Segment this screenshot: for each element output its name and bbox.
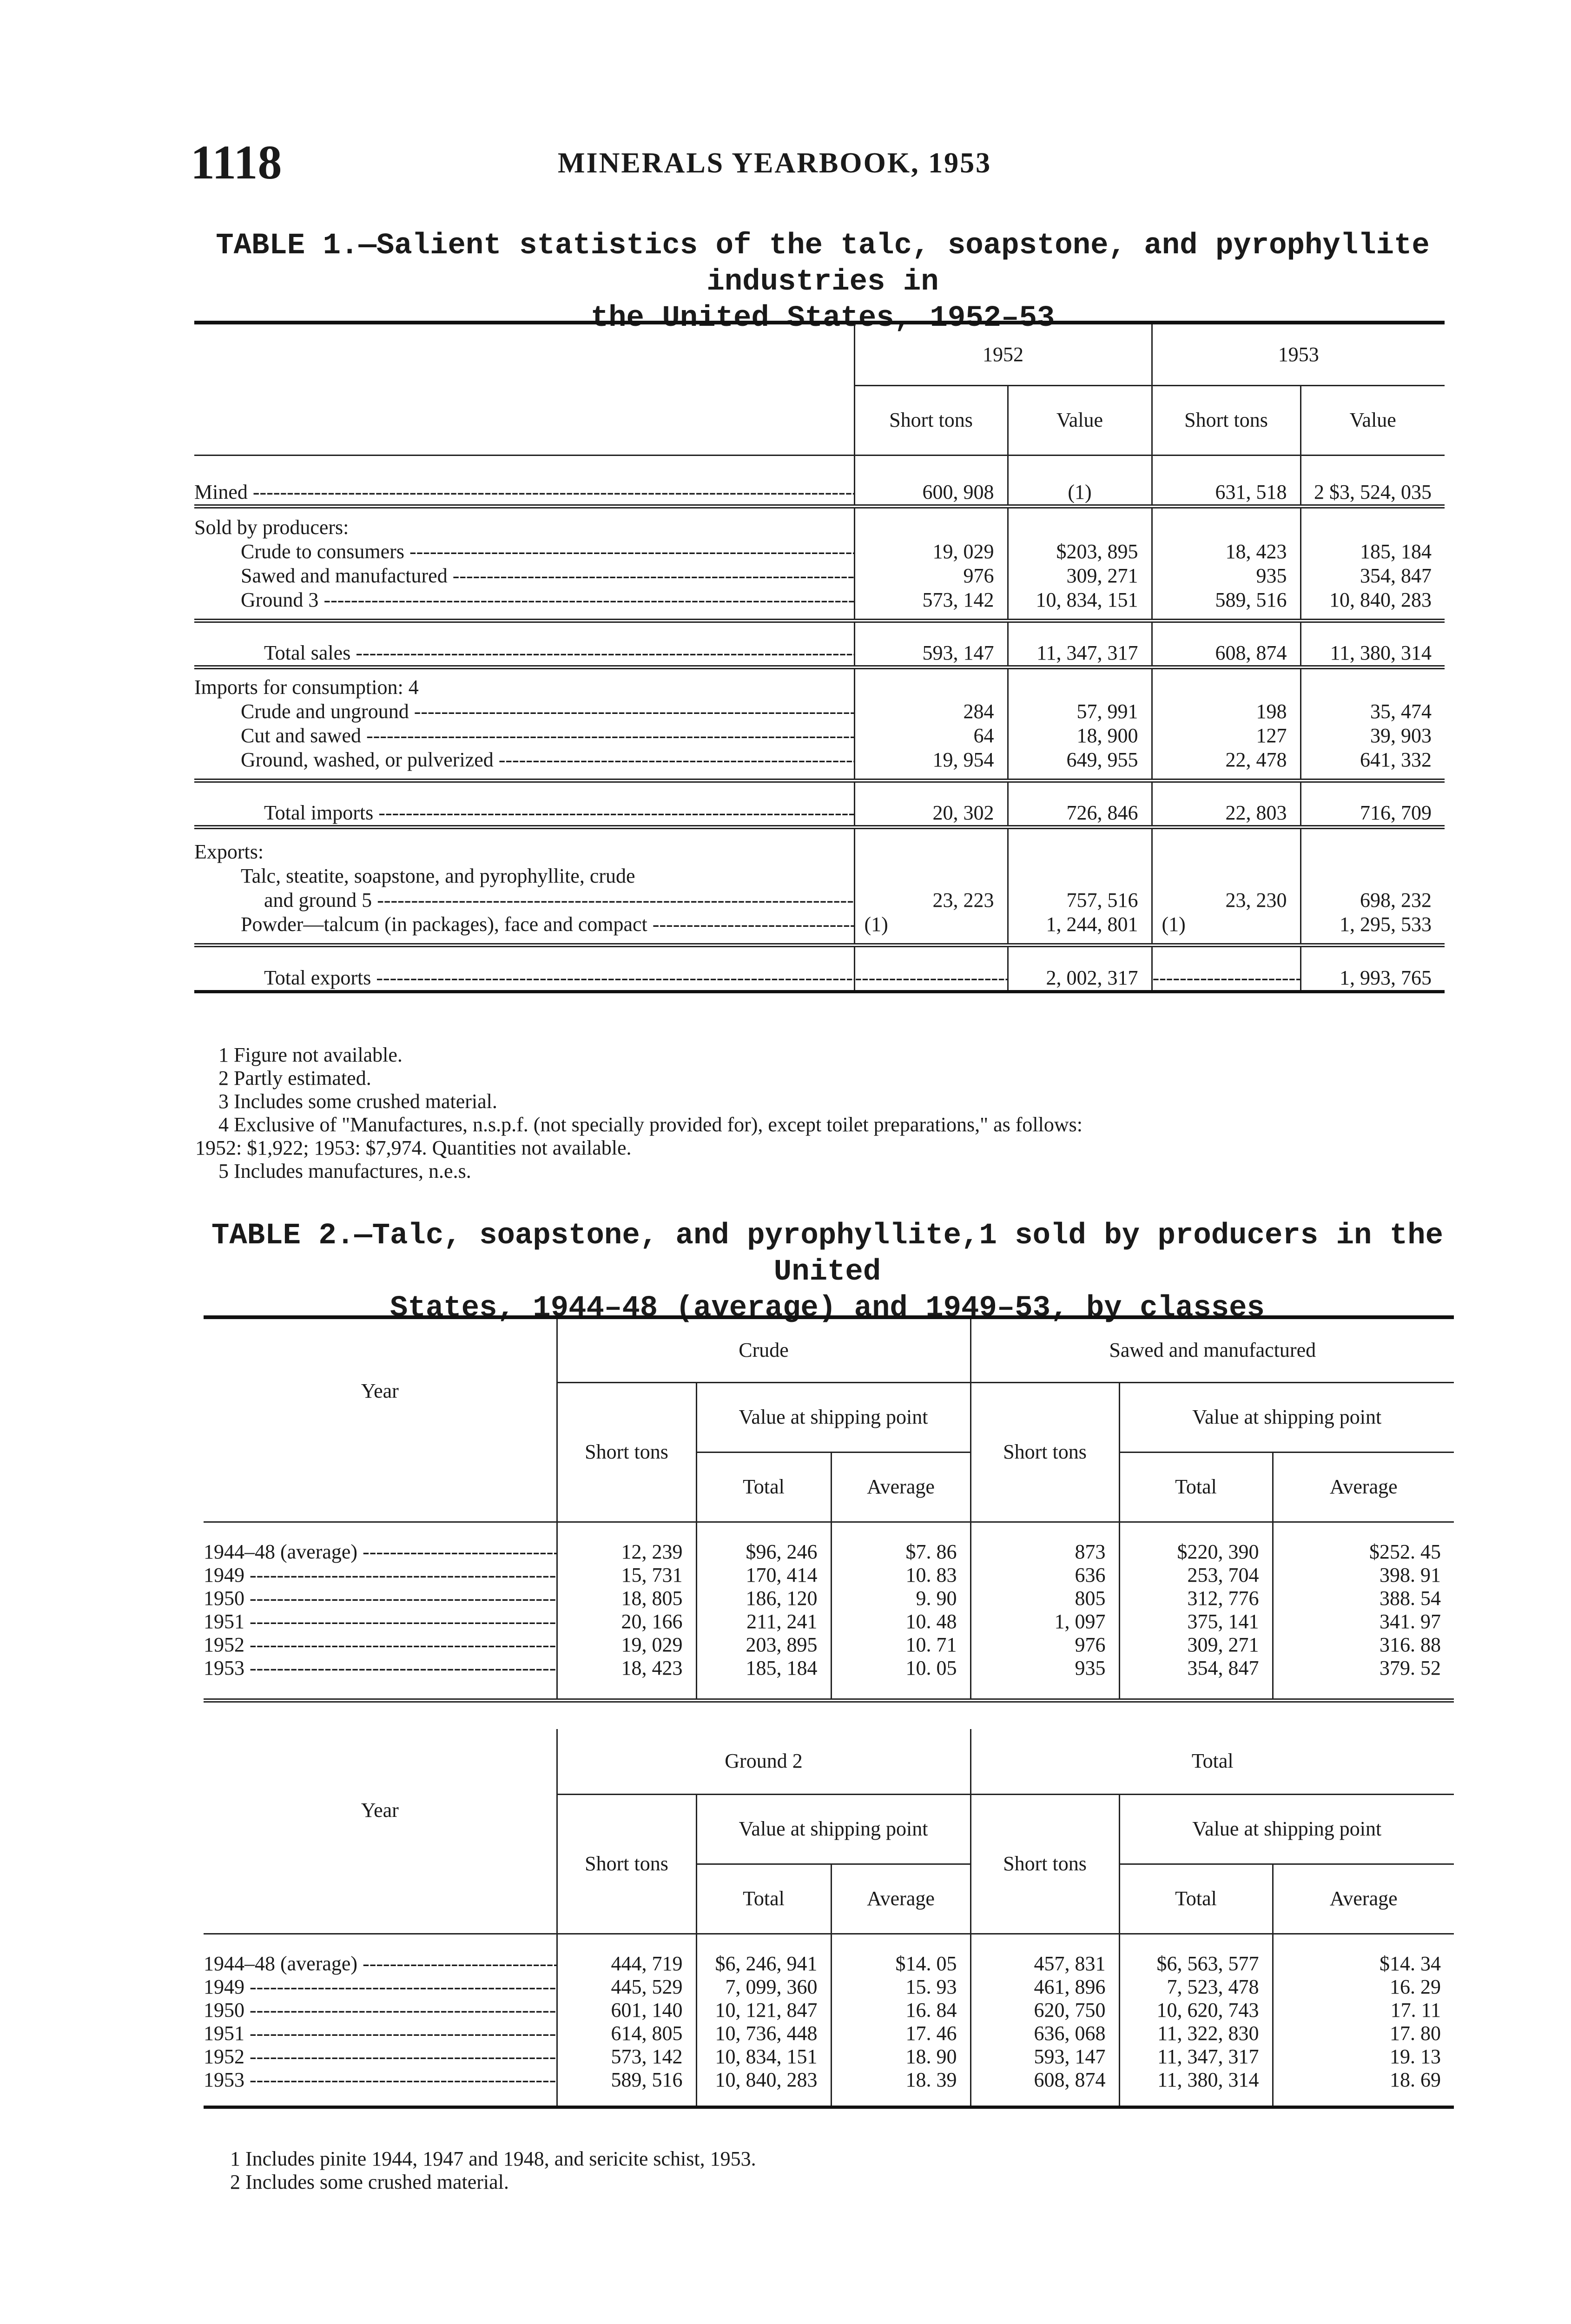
cell: $7. 86 xyxy=(831,1540,970,1564)
cell: $6, 246, 941 xyxy=(696,1952,831,1975)
col-total: Total xyxy=(1119,1864,1273,1934)
table1-column-header-row xyxy=(194,385,1445,455)
row-label: Ground, washed, or pulverized ----- xyxy=(194,748,854,780)
cell: 631, 518 xyxy=(1152,455,1300,506)
table2-part2 xyxy=(204,1729,1454,2109)
cell: 589, 516 xyxy=(557,2068,696,2107)
table1-year-header-row xyxy=(194,323,1445,385)
cell: 1, 993, 765 xyxy=(1300,945,1445,991)
row-year: 1953 ----- xyxy=(204,1657,557,1701)
cell: 15, 731 xyxy=(557,1564,696,1587)
cell: 17. 80 xyxy=(1273,2022,1454,2045)
table-row xyxy=(204,2045,1454,2068)
cell: 593, 147 xyxy=(970,2045,1119,2068)
cell: 457, 831 xyxy=(970,1952,1119,1975)
cell: 18, 423 xyxy=(1152,540,1300,564)
cell: 18, 900 xyxy=(1008,724,1152,748)
col-short-tons: Short tons xyxy=(557,1794,696,1934)
table1-title xyxy=(191,228,1455,337)
cell: 379. 52 xyxy=(1273,1657,1454,1701)
cell: 23, 223 xyxy=(854,888,1008,912)
cell: 23, 230 xyxy=(1152,888,1300,912)
cell: 17. 11 xyxy=(1273,1999,1454,2022)
cell: 17. 46 xyxy=(831,2022,970,2045)
year-header-1952: 1952 xyxy=(854,323,1152,385)
cell: 22, 803 xyxy=(1152,780,1300,827)
cell: 649, 955 xyxy=(1008,748,1152,780)
col-value-1952: Value xyxy=(1008,385,1152,455)
table-row xyxy=(204,2068,1454,2107)
cell: 608, 874 xyxy=(970,2068,1119,2107)
row-year: 1944–48 (average) ----- xyxy=(204,1540,557,1564)
cell: 641, 332 xyxy=(1300,748,1445,780)
cell: 698, 232 xyxy=(1300,888,1445,912)
cell: 1, 244, 801 xyxy=(1008,912,1152,945)
col-average: Average xyxy=(831,1864,970,1934)
col-value-1953: Value xyxy=(1300,385,1445,455)
table-row xyxy=(194,864,1445,888)
cell: (1) xyxy=(1152,912,1300,945)
year-header: Year xyxy=(361,1380,399,1402)
row-year: 1953 ----- xyxy=(204,2068,557,2107)
footnote: 1 Figure not available. xyxy=(218,1043,403,1066)
cell: 757, 516 xyxy=(1008,888,1152,912)
table-row xyxy=(204,1564,1454,1587)
table-row xyxy=(194,748,1445,780)
table2-title-line1: TABLE 2.—Talc, soapstone, and pyrophyllite,1 sold by producers in the United xyxy=(211,1219,1444,1289)
cell: 589, 516 xyxy=(1152,588,1300,621)
cell: 10, 121, 847 xyxy=(696,1999,831,2022)
cell: 312, 776 xyxy=(1119,1587,1273,1610)
table-row xyxy=(204,1540,1454,1564)
cell: 1, 295, 533 xyxy=(1300,912,1445,945)
cell: 11, 347, 317 xyxy=(1119,2045,1273,2068)
cell: 10, 840, 283 xyxy=(696,2068,831,2107)
cell: 18. 69 xyxy=(1273,2068,1454,2107)
cell: 7, 523, 478 xyxy=(1119,1975,1273,1999)
table-row xyxy=(204,1657,1454,1701)
cell: 316. 88 xyxy=(1273,1633,1454,1657)
year-header-1953: 1953 xyxy=(1152,323,1445,385)
col-short-tons: Short tons xyxy=(557,1382,696,1522)
cell: 1, 097 xyxy=(970,1610,1119,1633)
cell: 11, 347, 317 xyxy=(1008,621,1152,667)
table-row xyxy=(194,506,1445,540)
cell: $96, 246 xyxy=(696,1540,831,1564)
cell: (1) xyxy=(1008,455,1152,506)
row-label: Powder—talcum (in packages), face and compact ----- xyxy=(194,912,854,945)
table2-footnotes xyxy=(230,2147,1439,2194)
cell: 12, 239 xyxy=(557,1540,696,1564)
cell: 185, 184 xyxy=(1300,540,1445,564)
table-row xyxy=(204,1952,1454,1975)
table1 xyxy=(194,321,1445,993)
cell: 10, 620, 743 xyxy=(1119,1999,1273,2022)
cell: 608, 874 xyxy=(1152,621,1300,667)
cell: 19, 029 xyxy=(557,1633,696,1657)
row-year: 1952 ----- xyxy=(204,1633,557,1657)
table-row xyxy=(194,700,1445,724)
col-value-group: Value at shipping point xyxy=(1119,1382,1454,1452)
footnote: 2 Partly estimated. xyxy=(218,1067,371,1089)
cell: $220, 390 xyxy=(1119,1540,1273,1564)
cell: 10. 71 xyxy=(831,1633,970,1657)
cell: 805 xyxy=(970,1587,1119,1610)
cell: 11, 380, 314 xyxy=(1300,621,1445,667)
section-label-sold: Sold by producers: xyxy=(194,516,349,539)
col-value-group: Value at shipping point xyxy=(696,1794,970,1864)
table-row xyxy=(204,1587,1454,1610)
cell: 35, 474 xyxy=(1300,700,1445,724)
table-row xyxy=(194,724,1445,748)
cell: 614, 805 xyxy=(557,2022,696,2045)
cell: 2, 002, 317 xyxy=(1008,945,1152,991)
cell: 935 xyxy=(970,1657,1119,1701)
cell: 600, 908 xyxy=(854,455,1008,506)
table-row xyxy=(194,455,1445,506)
cell: 18. 90 xyxy=(831,2045,970,2068)
col-total: Total xyxy=(696,1864,831,1934)
cell: 211, 241 xyxy=(696,1610,831,1633)
cell: 10. 83 xyxy=(831,1564,970,1587)
group-header-ground: Ground 2 xyxy=(557,1729,970,1794)
cell: 10, 736, 448 xyxy=(696,2022,831,2045)
table1-footnotes xyxy=(195,1043,1459,1183)
table-row xyxy=(194,912,1445,945)
footnote: 3 Includes some crushed material. xyxy=(218,1090,497,1113)
cell: 253, 704 xyxy=(1119,1564,1273,1587)
table-row xyxy=(194,827,1445,864)
cell: 354, 847 xyxy=(1300,564,1445,588)
cell: $14. 34 xyxy=(1273,1952,1454,1975)
cell: 873 xyxy=(970,1540,1119,1564)
row-year: 1952 ----- xyxy=(204,2045,557,2068)
footnote: 1952: $1,922; 1953: $7,974. Quantities not available. xyxy=(195,1136,632,1159)
cell: 10, 834, 151 xyxy=(1008,588,1152,621)
cell xyxy=(1152,945,1300,991)
table-row xyxy=(194,780,1445,827)
cell: 19. 13 xyxy=(1273,2045,1454,2068)
row-year: 1950 ----- xyxy=(204,1587,557,1610)
cell: $252. 45 xyxy=(1273,1540,1454,1564)
cell: 976 xyxy=(854,564,1008,588)
row-year: 1949 ----- xyxy=(204,1564,557,1587)
cell: 375, 141 xyxy=(1119,1610,1273,1633)
table2-part1 xyxy=(204,1315,1454,1703)
cell: 10. 05 xyxy=(831,1657,970,1701)
cell: 11, 322, 830 xyxy=(1119,2022,1273,2045)
cell: (1) xyxy=(854,912,1008,945)
table-row xyxy=(204,1633,1454,1657)
cell: 573, 142 xyxy=(557,2045,696,2068)
table-row xyxy=(194,588,1445,621)
cell: 22, 478 xyxy=(1152,748,1300,780)
cell: 636 xyxy=(970,1564,1119,1587)
running-header xyxy=(191,135,1455,191)
row-label: Cut and sawed ----- xyxy=(194,724,854,748)
cell: 15. 93 xyxy=(831,1975,970,1999)
cell: 64 xyxy=(854,724,1008,748)
cell: 198 xyxy=(1152,700,1300,724)
cell: 309, 271 xyxy=(1008,564,1152,588)
col-short-tons-1952: Short tons xyxy=(854,385,1008,455)
cell: 2 $3, 524, 035 xyxy=(1300,455,1445,506)
col-total: Total xyxy=(696,1452,831,1522)
cell: 445, 529 xyxy=(557,1975,696,1999)
group-header-sawed: Sawed and manufactured xyxy=(970,1317,1454,1382)
table2-title xyxy=(191,1218,1464,1327)
row-year: 1950 ----- xyxy=(204,1999,557,2022)
cell: 186, 120 xyxy=(696,1587,831,1610)
col-value-group: Value at shipping point xyxy=(1119,1794,1454,1864)
footnote: 2 Includes some crushed material. xyxy=(230,2171,509,2193)
col-average: Average xyxy=(1273,1864,1454,1934)
table-row xyxy=(194,564,1445,588)
cell: $203, 895 xyxy=(1008,540,1152,564)
row-label: Total imports ----- xyxy=(194,780,854,827)
cell: $14. 05 xyxy=(831,1952,970,1975)
cell xyxy=(854,945,1008,991)
table-row xyxy=(204,1975,1454,1999)
footnote: 4 Exclusive of "Manufactures, n.s.p.f. (not specially provided for), except toilet preparations," as follows: xyxy=(218,1113,1083,1136)
table1-title-line2: the United States, 1952–53 xyxy=(590,302,1055,335)
year-header: Year xyxy=(361,1799,399,1822)
cell: 593, 147 xyxy=(854,621,1008,667)
col-total: Total xyxy=(1119,1452,1273,1522)
cell: 388. 54 xyxy=(1273,1587,1454,1610)
footnote: 1 Includes pinite 1944, 1947 and 1948, and sericite schist, 1953. xyxy=(230,2147,756,2170)
row-label: Total sales ----- xyxy=(194,621,854,667)
cell: 203, 895 xyxy=(696,1633,831,1657)
cell: 444, 719 xyxy=(557,1952,696,1975)
section-label-exports: Exports: xyxy=(194,840,264,863)
cell: 716, 709 xyxy=(1300,780,1445,827)
cell: 18. 39 xyxy=(831,2068,970,2107)
cell: 341. 97 xyxy=(1273,1610,1454,1633)
col-short-tons: Short tons xyxy=(970,1794,1119,1934)
cell: 726, 846 xyxy=(1008,780,1152,827)
table2-title-line2: States, 1944–48 (average) and 1949–53, by classes xyxy=(390,1292,1265,1325)
cell: 636, 068 xyxy=(970,2022,1119,2045)
row-label: Crude to consumers ----- xyxy=(194,540,854,564)
cell: 10, 840, 283 xyxy=(1300,588,1445,621)
col-value-group: Value at shipping point xyxy=(696,1382,970,1452)
row-year: 1949 ----- xyxy=(204,1975,557,1999)
cell: $6, 563, 577 xyxy=(1119,1952,1273,1975)
cell: 601, 140 xyxy=(557,1999,696,2022)
cell: 18, 805 xyxy=(557,1587,696,1610)
col-short-tons-1953: Short tons xyxy=(1152,385,1300,455)
cell: 57, 991 xyxy=(1008,700,1152,724)
cell: 127 xyxy=(1152,724,1300,748)
cell: 185, 184 xyxy=(696,1657,831,1701)
row-label: Total exports ----- xyxy=(194,945,854,991)
group-header-crude: Crude xyxy=(557,1317,970,1382)
cell: 170, 414 xyxy=(696,1564,831,1587)
table-row xyxy=(204,1610,1454,1633)
cell: 354, 847 xyxy=(1119,1657,1273,1701)
cell: 10, 834, 151 xyxy=(696,2045,831,2068)
table1-title-line1: TABLE 1.—Salient statistics of the talc, soapstone, and pyrophyllite industries in xyxy=(216,229,1430,299)
row-year: 1951 ----- xyxy=(204,2022,557,2045)
cell: 20, 302 xyxy=(854,780,1008,827)
cell: 398. 91 xyxy=(1273,1564,1454,1587)
col-average: Average xyxy=(1273,1452,1454,1522)
cell: 461, 896 xyxy=(970,1975,1119,1999)
cell: 9. 90 xyxy=(831,1587,970,1610)
table-row xyxy=(194,888,1445,912)
cell: 16. 84 xyxy=(831,1999,970,2022)
cell: 20, 166 xyxy=(557,1610,696,1633)
table-row xyxy=(204,2022,1454,2045)
col-short-tons: Short tons xyxy=(970,1382,1119,1522)
cell: 976 xyxy=(970,1633,1119,1657)
row-label-continued: Talc, steatite, soapstone, and pyrophyllite, crude xyxy=(241,865,635,887)
table-row xyxy=(194,621,1445,667)
cell: 11, 380, 314 xyxy=(1119,2068,1273,2107)
table-row xyxy=(194,945,1445,991)
footnote: 5 Includes manufactures, n.e.s. xyxy=(218,1160,471,1182)
cell: 39, 903 xyxy=(1300,724,1445,748)
table-row xyxy=(194,540,1445,564)
group-header-total: Total xyxy=(970,1729,1454,1794)
row-label: and ground 5 ----- xyxy=(194,888,854,912)
row-label: Sawed and manufactured ----- xyxy=(194,564,854,588)
table-row xyxy=(194,667,1445,700)
cell: 309, 271 xyxy=(1119,1633,1273,1657)
col-average: Average xyxy=(831,1452,970,1522)
row-label: Crude and unground ----- xyxy=(194,700,854,724)
row-label-mined: Mined ----- xyxy=(194,455,854,506)
row-year: 1944–48 (average) ----- xyxy=(204,1952,557,1975)
cell: 10. 48 xyxy=(831,1610,970,1633)
row-year: 1951 ----- xyxy=(204,1610,557,1633)
cell: 573, 142 xyxy=(854,588,1008,621)
row-label: Ground 3 ----- xyxy=(194,588,854,621)
page-number: 1118 xyxy=(191,136,282,189)
cell: 16. 29 xyxy=(1273,1975,1454,1999)
section-label-imports: Imports for consumption: 4 xyxy=(194,676,419,699)
cell: 620, 750 xyxy=(970,1999,1119,2022)
running-title: MINERALS YEARBOOK, 1953 xyxy=(558,147,992,179)
cell: 935 xyxy=(1152,564,1300,588)
cell: 284 xyxy=(854,700,1008,724)
cell: 18, 423 xyxy=(557,1657,696,1701)
table-row xyxy=(204,1999,1454,2022)
cell: 19, 029 xyxy=(854,540,1008,564)
cell: 7, 099, 360 xyxy=(696,1975,831,1999)
cell: 19, 954 xyxy=(854,748,1008,780)
